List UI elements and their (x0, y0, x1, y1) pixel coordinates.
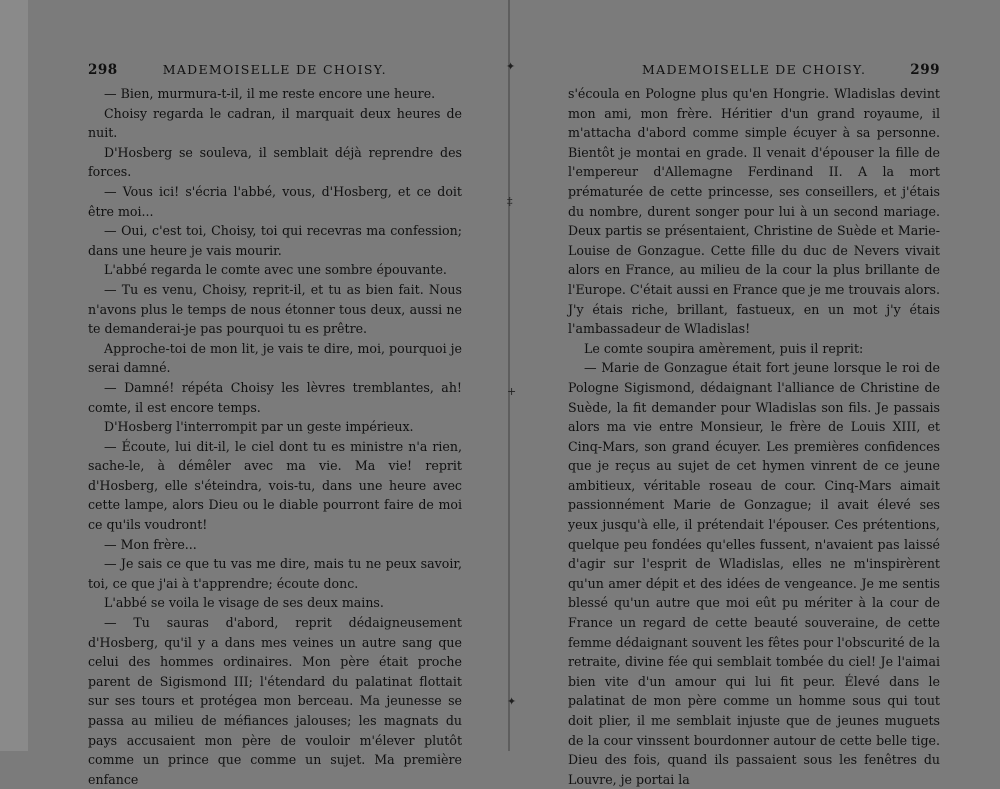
right-page-text (568, 84, 940, 789)
paragraph: — Oui, c'est toi, Choisy, toi qui recevras ma confession; dans une heure je vais mourir. (88, 223, 462, 258)
paragraph: D'Hosberg se souleva, il semblait déjà reprendre des forces. (88, 144, 462, 180)
paragraph: — Damné! répéta Choisy les lèvres tremblantes, ah! comte, il est encore temps. (88, 379, 462, 415)
paragraph: D'Hosberg l'interrompit par un geste impérieux. (104, 419, 414, 435)
paragraph: Approche-toi de mon lit, je vais te dire, moi, pourquoi je serai damné. (88, 340, 462, 376)
paragraph: L'abbé se voila le visage de ses deux mains. (104, 595, 384, 611)
paragraph: — Marie de Gonzague était fort jeune lorsque le roi de Pologne Sigismond, dédaignant l'alliance de Christine de Suède, la fit demander pour Wladislas son fils. Je passais alors ma vie entre Monsieur, le frère de Louis XIII, et Cinq-Mars, son grand écuyer. Les premières confidences que je reçus au sujet de cet hymen vinrent de ce jeune ambitieux, véritable roseau de cour. Cinq-Mars aimait passionnément Marie de Gonzague; il avait élevé ses yeux jusqu'à elle, il prétendait l'épouser. Ces prétentions, quelque peu fondées qu'elles fussent, n'avaient pas laissé d'agir sur l'esprit de Wladislas, elles ne m'inspirèrent qu'un amer dépit et des idées de vengeance. Je me sentis blessé qu'un autre que moi eût pu mériter à la cour de France un regard de cette beauté souveraine, de cette femme dédaignant souvent les fêtes pour l'obscurité de la retraite, divine fée qui semblait tombée du ciel! Je l'aimai bien vite d'un amour qui lui fit peur. Élevé dans le palatinat de mon père comme un homme sous qui tout doit plier, il me semblait injuste que de jeunes muguets de la cour vinssent bourdonner autour de cette belle tige. Dieu des fois, quand ils passaient sous les fenêtres du Louvre, je portai la (568, 360, 940, 787)
gutter-mark: + (507, 385, 517, 398)
right-page (510, 0, 1000, 787)
gutter-mark: ✦ (507, 695, 517, 708)
paragraph: — Écoute, lui dit-il, le ciel dont tu es ministre n'a rien, sache-le, à démêler avec ma vie. Ma vie! reprit d'Hosberg, elle s'éteindra, vois-tu, dans une heure avec cette lampe, alors Dieu ou le diable pourront faire de moi ce qu'ils voudront! (88, 438, 462, 533)
paragraph: — Tu es venu, Choisy, reprit-il, et tu as bien fait. Nous n'avons plus le temps de nous étonner tous deux, aussi ne te demanderai-je pas pourquoi tu es prêtre. (88, 281, 462, 337)
page-number: 298 (88, 62, 118, 78)
gutter-mark: ‡ (507, 195, 513, 208)
paragraph: s'écoula en Pologne plus qu'en Hongrie. Wladislas devint mon ami, mon frère. Héritier d'un grand royaume, il m'attacha d'abord comme simple écuyer à sa personne. Bientôt je montai en grade. Il venait d'épouser la fille de l'empereur d'Allemagne Ferdinand II. A la mort prématurée de cette princesse, ses conseillers, et j'étais du nombre, durent songer pour lui à un second mariage. Deux partis se présentaient, Christine de Suède et Marie-Louise de Gonzague. Cette fille du duc de Nevers vivait alors en France, au milieu de la cour la plus brillante de l'Europe. C'était aussi en France que je me trouvais alors. J'y étais riche, brillant, fastueux, en un mot j'y étais l'ambassadeur de Wladislas! (568, 86, 940, 337)
right-page-header (568, 62, 940, 84)
paragraph: — Vous ici! s'écria l'abbé, vous, d'Hosberg, et ce doit être moi... (88, 183, 462, 219)
page-number: 299 (910, 62, 940, 78)
paragraph: — Bien, murmura-t-il, il me reste encore une heure. (104, 86, 436, 101)
gutter-mark: ✦ (506, 60, 516, 73)
paragraph: — Je sais ce que tu vas me dire, mais tu ne peux savoir, toi, ce que j'ai à t'apprendre; écoute donc. (88, 556, 462, 591)
paragraph: Choisy regarda le cadran, il marquait deux heures de nuit. (88, 105, 462, 141)
running-head: MADEMOISELLE DE CHOISY. (642, 62, 867, 77)
paragraph: — Tu sauras d'abord, reprit dédaigneusement d'Hosberg, qu'il y a dans mes veines un autre sang que celui des hommes ordinaires. Mon père était proche parent de Sigismond III; l'étendard du palatinat flottait sur ses tours et protégea mon berceau. Ma jeunesse se passa au milieu de méfiances jalouses; les magnats du pays accusaient mon père de vouloir m'élever plutôt comme un prince que comme un sujet. Ma première enfance (88, 615, 462, 787)
left-page-header (88, 62, 462, 84)
paragraph: L'abbé regarda le comte avec une sombre épouvante. (104, 262, 447, 278)
running-head: MADEMOISELLE DE CHOISY. (162, 62, 387, 77)
paragraph: Le comte soupira amèrement, puis il reprit: (584, 340, 864, 356)
paragraph: — Mon frère... (104, 536, 197, 552)
left-page-text (88, 84, 462, 789)
